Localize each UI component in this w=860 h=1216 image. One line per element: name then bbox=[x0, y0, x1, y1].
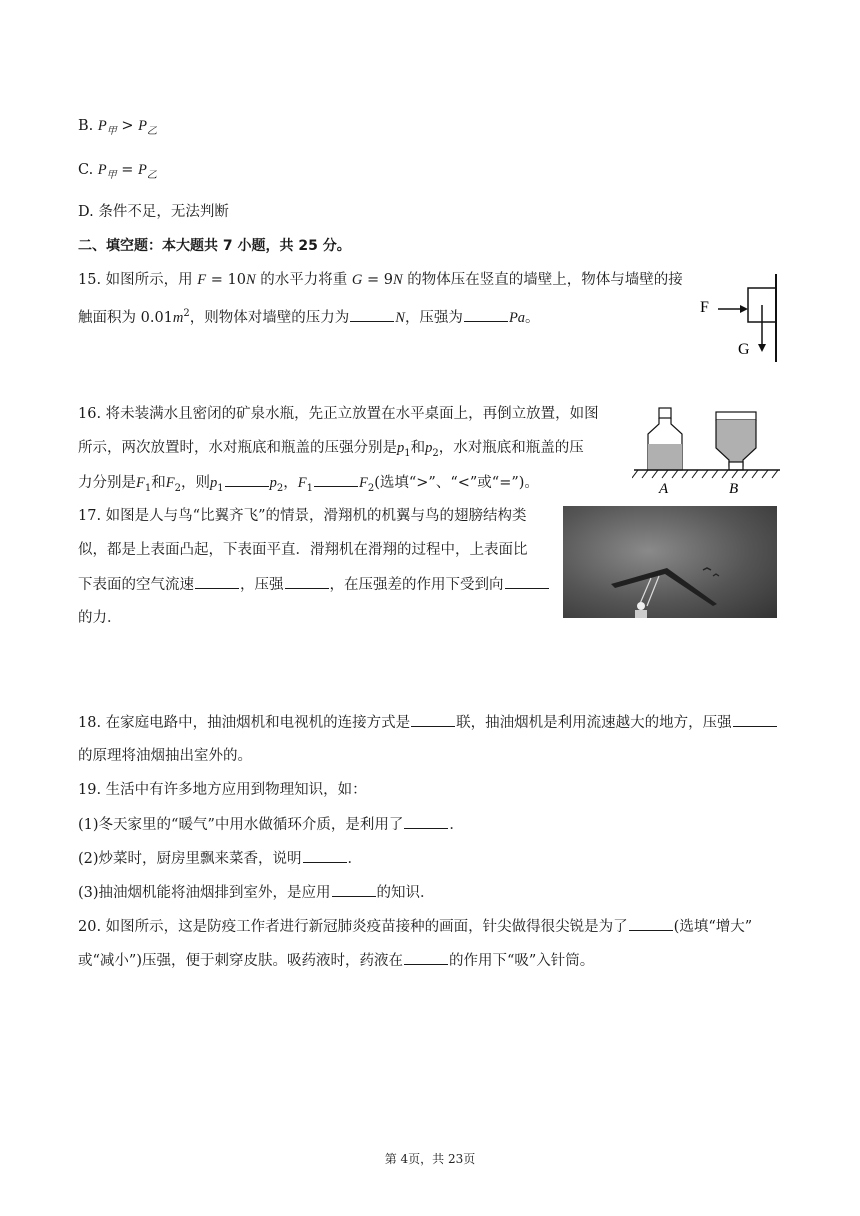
q20-line2: 或“减小”)压强，便于刺穿皮肤。吸药液时，药液在 的作用下“吸”入针筒。 bbox=[78, 950, 594, 971]
q19-line4: (3)抽油烟机能将油烟排到室外，是应用 的知识． bbox=[78, 882, 435, 903]
section-heading: 二、填空题：本大题共 7 小题，共 25 分。 bbox=[78, 238, 351, 254]
q15-line1: 15. 如图所示，用 F = 10N 的水平力将重 G = 9N 的物体压在竖直的墙壁上，物体与墙壁的接 bbox=[78, 272, 683, 288]
bird-shape bbox=[703, 568, 711, 570]
bottle-b-body bbox=[716, 420, 756, 466]
option-d: D. 条件不足，无法判断 bbox=[78, 204, 229, 220]
q16-line2: 所示，两次放置时，水对瓶底和瓶盖的压强分别是$p_1$和$p_2$，水对瓶底和瓶盖的压 bbox=[78, 440, 584, 459]
q19-blank-3 bbox=[332, 882, 376, 897]
option-b: B. $P_甲 > P_乙$ bbox=[78, 118, 157, 137]
q19-line1: 19. 生活中有许多地方应用到物理知识，如： bbox=[78, 782, 367, 798]
q17-blank-1 bbox=[195, 574, 239, 589]
q16-blank-2 bbox=[314, 472, 358, 487]
label-f: F bbox=[700, 299, 709, 316]
q15-figure bbox=[696, 272, 786, 364]
q15-line2: 触面积为 $0.01m^2$，则物体对墙壁的压力为 N，压强为 Pa。 bbox=[78, 308, 540, 326]
force-g-arrowhead bbox=[758, 344, 766, 352]
q17-line2: 似，都是上表面凸起，下表面平直．滑翔机在滑翔的过程中，上表面比 bbox=[78, 542, 528, 558]
q18-blank-2 bbox=[733, 712, 777, 727]
q15-blank-2 bbox=[464, 307, 508, 322]
force-f-arrowhead bbox=[740, 305, 748, 313]
label-g: G bbox=[738, 341, 750, 358]
q20-blank-1 bbox=[629, 916, 673, 931]
table-hatching bbox=[632, 470, 778, 478]
q17-line1: 17. 如图是人与鸟“比翼齐飞”的情景，滑翔机的机翼与鸟的翅膀结构类 bbox=[78, 508, 527, 524]
q16-line1: 16. 将未装满水且密闭的矿泉水瓶，先正立放置在水平桌面上，再倒立放置，如图 bbox=[78, 406, 599, 422]
q18-blank-1 bbox=[411, 712, 455, 727]
label-b: B bbox=[729, 481, 739, 496]
q18-line2: 的原理将油烟抽出室外的。 bbox=[78, 748, 252, 764]
q16-blank-1 bbox=[225, 472, 269, 487]
q19-line3: (2)炒菜时，厨房里飘来菜香，说明 ． bbox=[78, 848, 362, 869]
bottle-a-cap bbox=[659, 408, 671, 418]
hang-glider-photo bbox=[563, 506, 777, 618]
glider-wing bbox=[611, 568, 717, 606]
page-footer: 第 4页，共 23页 bbox=[384, 1152, 476, 1166]
pilot-shape bbox=[637, 602, 645, 610]
q17-line3: 下表面的空气流速 ，压强 ，在压强差的作用下受到向 bbox=[78, 574, 550, 595]
label-a: A bbox=[659, 481, 669, 496]
option-c: C. $P_甲 = P_乙$ bbox=[78, 162, 157, 181]
bottle-b-base bbox=[716, 412, 756, 420]
q19-blank-1 bbox=[404, 814, 448, 829]
bottle-a-water bbox=[648, 444, 682, 470]
q20-line1: 20. 如图所示，这是防疫工作者进行新冠肺炎疫苗接种的画面，针尖做得很尖锐是为了 (选填“增大” bbox=[78, 916, 752, 937]
q16-line3: 力分别是$F_1$和$F_2$，则$p_1$ $p_2$，$F_1$ $F_2$(选填“>”、“<”或“=”)。 bbox=[78, 472, 539, 499]
q18-line1: 18. 在家庭电路中，抽油烟机和电视机的连接方式是 联，抽油烟机是利用流速越大的地方，压强 bbox=[78, 712, 778, 733]
bottle-b-cap bbox=[729, 462, 743, 470]
q19-line2: (1)冬天家里的“暖气”中用水做循环介质，是利用了 ． bbox=[78, 814, 464, 835]
q17-blank-3 bbox=[505, 574, 549, 589]
q20-blank-2 bbox=[404, 950, 448, 965]
q16-figure bbox=[632, 404, 782, 496]
q17-blank-2 bbox=[285, 574, 329, 589]
q17-line4: 的力． bbox=[78, 610, 122, 626]
q15-blank-1 bbox=[350, 307, 394, 322]
q19-blank-2 bbox=[303, 848, 347, 863]
